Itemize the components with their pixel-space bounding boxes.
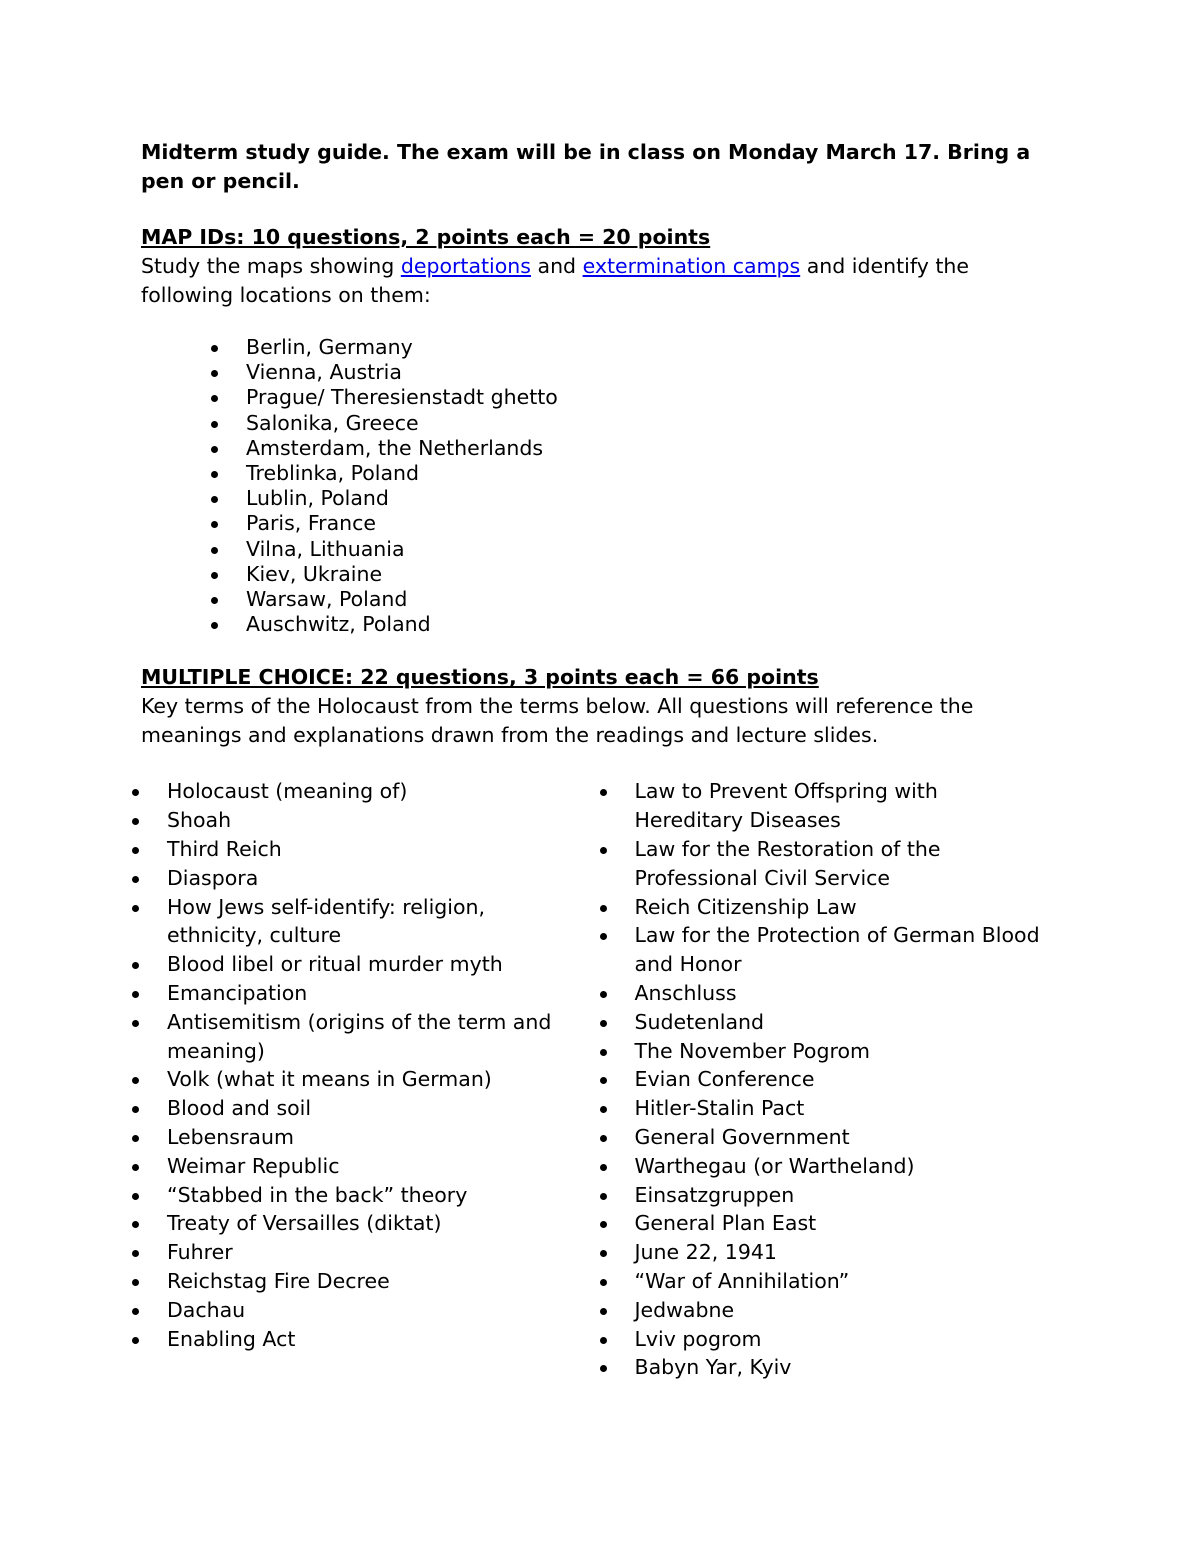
list-item: Dachau bbox=[126, 1296, 594, 1325]
list-item: Treblinka, Poland bbox=[141, 461, 1061, 486]
map-intro-prefix: Study the maps showing bbox=[141, 254, 401, 278]
list-item: Shoah bbox=[126, 806, 594, 835]
list-item: Law for the Restoration of the Professional Civil Service bbox=[594, 835, 1062, 893]
list-item: Lviv pogrom bbox=[594, 1325, 1062, 1354]
list-item: General Plan East bbox=[594, 1209, 1062, 1238]
list-item: Lebensraum bbox=[126, 1123, 594, 1152]
list-item: June 22, 1941 bbox=[594, 1238, 1062, 1267]
list-item: Kiev, Ukraine bbox=[141, 562, 1061, 587]
list-item: Warsaw, Poland bbox=[141, 587, 1061, 612]
list-item: Jedwabne bbox=[594, 1296, 1062, 1325]
list-item: “War of Annihilation” bbox=[594, 1267, 1062, 1296]
key-terms-left-column bbox=[126, 777, 594, 1382]
multiple-choice-heading: MULTIPLE CHOICE: 22 questions, 3 points each = 66 points bbox=[141, 665, 819, 690]
list-item: Anschluss bbox=[594, 979, 1062, 1008]
list-item: Evian Conference bbox=[594, 1065, 1062, 1094]
list-item: Vienna, Austria bbox=[141, 360, 1061, 385]
extermination-camps-link[interactable]: extermination camps bbox=[582, 254, 801, 278]
key-terms-right-column bbox=[594, 777, 1062, 1382]
list-item: Vilna, Lithuania bbox=[141, 537, 1061, 562]
document-body bbox=[141, 138, 1061, 1382]
list-item: Reichstag Fire Decree bbox=[126, 1267, 594, 1296]
list-item: Lublin, Poland bbox=[141, 486, 1061, 511]
multiple-choice-intro: Key terms of the Holocaust from the terms below. All questions will reference the meanings and explanations drawn from the readings and lecture slides. bbox=[141, 694, 974, 748]
list-item: Antisemitism (origins of the term and meaning) bbox=[126, 1008, 594, 1066]
map-locations-list bbox=[141, 335, 1061, 637]
map-ids-heading: MAP IDs: 10 questions, 2 points each = 20 points bbox=[141, 225, 711, 249]
list-item: Sudetenland bbox=[594, 1008, 1062, 1037]
list-item: Law to Prevent Offspring with Hereditary Diseases bbox=[594, 777, 1062, 835]
list-item: Auschwitz, Poland bbox=[141, 612, 1061, 637]
list-item: Einsatzgruppen bbox=[594, 1181, 1062, 1210]
list-item: Enabling Act bbox=[126, 1325, 594, 1354]
key-terms bbox=[126, 777, 1061, 1382]
list-item: Amsterdam, the Netherlands bbox=[141, 436, 1061, 461]
list-item: Salonika, Greece bbox=[141, 411, 1061, 436]
list-item: Fuhrer bbox=[126, 1238, 594, 1267]
list-item: Weimar Republic bbox=[126, 1152, 594, 1181]
map-intro-and: and bbox=[530, 254, 583, 278]
deportations-link[interactable]: deportations bbox=[400, 254, 531, 278]
list-item: Diaspora bbox=[126, 864, 594, 893]
list-item: Babyn Yar, Kyiv bbox=[594, 1353, 1062, 1382]
map-intro-suffix: and identify the following locations on them: bbox=[141, 254, 969, 307]
list-item: Prague/ Theresienstadt ghetto bbox=[141, 385, 1061, 410]
list-item: Hitler-Stalin Pact bbox=[594, 1094, 1062, 1123]
list-item: Blood libel or ritual murder myth bbox=[126, 950, 594, 979]
list-item: Berlin, Germany bbox=[141, 335, 1061, 360]
list-item: Warthegau (or Wartheland) bbox=[594, 1152, 1062, 1181]
list-item: Law for the Protection of German Blood and Honor bbox=[594, 921, 1062, 979]
list-item: Holocaust (meaning of) bbox=[126, 777, 594, 806]
list-item: How Jews self-identify: religion, ethnicity, culture bbox=[126, 893, 594, 951]
list-item: Treaty of Versailles (diktat) bbox=[126, 1209, 594, 1238]
list-item: Reich Citizenship Law bbox=[594, 893, 1062, 922]
list-item: Volk (what it means in German) bbox=[126, 1065, 594, 1094]
list-item: Paris, France bbox=[141, 511, 1061, 536]
list-item: Third Reich bbox=[126, 835, 594, 864]
list-item: The November Pogrom bbox=[594, 1037, 1062, 1066]
list-item: Emancipation bbox=[126, 979, 594, 1008]
map-ids-intro bbox=[141, 252, 1061, 310]
list-item: General Government bbox=[594, 1123, 1062, 1152]
page-title: Midterm study guide. The exam will be in class on Monday March 17. Bring a pen or pencil. bbox=[141, 140, 1031, 193]
list-item: Blood and soil bbox=[126, 1094, 594, 1123]
list-item: “Stabbed in the back” theory bbox=[126, 1181, 594, 1210]
